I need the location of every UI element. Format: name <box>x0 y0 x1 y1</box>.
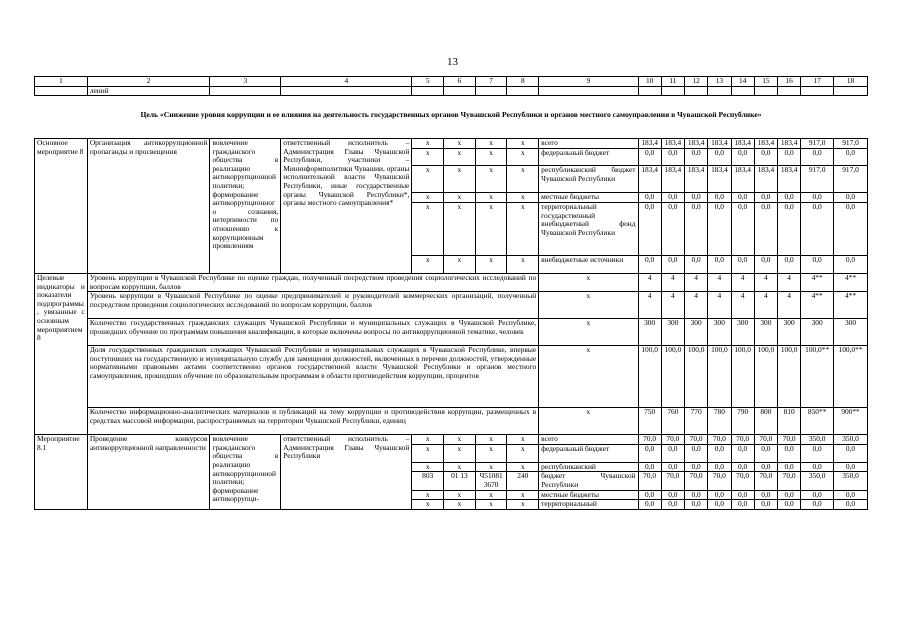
budget-code: x <box>475 500 507 510</box>
page-number: 13 <box>447 56 458 68</box>
financing-value: 183,4 <box>708 166 731 193</box>
financing-source: внебюджетные источники <box>539 256 638 274</box>
indicator-value: 4 <box>638 274 661 292</box>
column-number-18: 18 <box>834 77 868 87</box>
financing-value: 0,0 <box>708 256 731 274</box>
column-number-3: 3 <box>210 77 281 87</box>
indicator-value: 770 <box>685 408 708 435</box>
budget-code: x <box>475 193 507 203</box>
budget-code: x <box>507 193 539 203</box>
financing-value: 183,4 <box>778 139 801 149</box>
indicator-value: 100,0 <box>638 346 661 408</box>
column-number-10: 10 <box>638 77 661 87</box>
financing-value: 70,0 <box>638 435 661 445</box>
budget-code: x <box>475 490 507 500</box>
budget-code: x <box>444 166 476 193</box>
goal-title: Цель «Снижение уровня коррупции и ее влияния на деятельность государственных органов Чувашской Республики и органов местного самоуправления в Чувашской Республике» <box>140 110 762 119</box>
financing-value: 350,0 <box>834 472 868 490</box>
budget-code: x <box>475 462 507 472</box>
budget-code: 01 13 <box>444 472 476 490</box>
financing-value: 70,0 <box>685 472 708 490</box>
financing-value: 0,0 <box>778 444 801 462</box>
column-number-7: 7 <box>475 77 507 87</box>
financing-value: 0,0 <box>638 500 661 510</box>
financing-value: 350,0 <box>801 435 834 445</box>
financing-value: 70,0 <box>708 435 731 445</box>
indicator-value: 4** <box>801 292 834 319</box>
financing-value: 0,0 <box>638 256 661 274</box>
financing-value: 0,0 <box>754 256 777 274</box>
financing-value: 0,0 <box>731 256 754 274</box>
indicator-value: 300 <box>834 319 868 346</box>
financing-value: 0,0 <box>754 203 777 256</box>
financing-value: 70,0 <box>754 472 777 490</box>
financing-value: 0,0 <box>638 203 661 256</box>
financing-value: 70,0 <box>661 472 684 490</box>
financing-value: 183,4 <box>685 166 708 193</box>
financing-source: бюджет Чувашской Республики <box>539 472 638 490</box>
financing-value: 0,0 <box>801 256 834 274</box>
financing-value: 70,0 <box>731 435 754 445</box>
financing-value: 0,0 <box>801 444 834 462</box>
column-number-16: 16 <box>778 77 801 87</box>
financing-value: 70,0 <box>708 472 731 490</box>
budget-code: x <box>507 139 539 149</box>
indicator-value: 750 <box>638 408 661 435</box>
financing-value: 183,4 <box>731 166 754 193</box>
budget-code: x <box>507 500 539 510</box>
indicator-value: 4 <box>708 274 731 292</box>
indicator-mark: x <box>539 346 638 408</box>
budget-code: x <box>444 256 476 274</box>
program-table <box>34 138 868 510</box>
financing-value: 0,0 <box>834 500 868 510</box>
column-number-1: 1 <box>35 77 88 87</box>
budget-code: x <box>507 435 539 445</box>
budget-code: x <box>444 139 476 149</box>
financing-value: 0,0 <box>661 490 684 500</box>
financing-value: 0,0 <box>778 500 801 510</box>
financing-value: 183,4 <box>661 166 684 193</box>
financing-value: 70,0 <box>685 435 708 445</box>
budget-code: x <box>412 490 444 500</box>
indicator-row <box>35 408 868 435</box>
column-number-5: 5 <box>412 77 444 87</box>
budget-code: x <box>475 203 507 256</box>
header-table <box>34 76 868 96</box>
budget-code: x <box>507 166 539 193</box>
column-number-8: 8 <box>507 77 539 87</box>
financing-value: 0,0 <box>638 462 661 472</box>
financing-value: 0,0 <box>731 203 754 256</box>
financing-source: местные бюджеты <box>539 490 638 500</box>
indicator-value: 4** <box>834 292 868 319</box>
budget-code: x <box>507 256 539 274</box>
financing-value: 0,0 <box>834 193 868 203</box>
indicator-text: Количество государственных гражданских служащих Чувашской Республики и муниципальных служащих в Чувашской Республике, прошедших обучение по программам повышения квалификации, в которые включены вопросы по антикоррупционной тематике, человек <box>87 319 538 346</box>
financing-value: 0,0 <box>801 500 834 510</box>
financing-value: 0,0 <box>708 193 731 203</box>
financing-value: 0,0 <box>834 256 868 274</box>
financing-value: 0,0 <box>685 203 708 256</box>
indicators-label: Целевые индикаторы и показатели подпрограммы, увязанные с основным мероприятием 8 <box>35 274 88 435</box>
budget-code: x <box>412 166 444 193</box>
indicator-value: 300 <box>801 319 834 346</box>
financing-value: 0,0 <box>685 500 708 510</box>
financing-value: 0,0 <box>685 444 708 462</box>
financing-value: 70,0 <box>754 435 777 445</box>
financing-value: 183,4 <box>778 166 801 193</box>
column-number-2: 2 <box>87 77 210 87</box>
indicator-value: 100,0 <box>708 346 731 408</box>
financing-value: 0,0 <box>731 500 754 510</box>
budget-code: x <box>444 462 476 472</box>
financing-value: 183,4 <box>731 139 754 149</box>
column-number-15: 15 <box>754 77 777 87</box>
continuation-row <box>35 86 868 96</box>
financing-value: 0,0 <box>708 149 731 166</box>
indicator-value: 300 <box>685 319 708 346</box>
column-number-11: 11 <box>661 77 684 87</box>
financing-value: 0,0 <box>778 256 801 274</box>
financing-source: федеральный бюджет <box>539 149 638 166</box>
financing-value: 0,0 <box>708 462 731 472</box>
financing-value: 0,0 <box>685 256 708 274</box>
financing-value: 70,0 <box>661 435 684 445</box>
budget-code: x <box>444 203 476 256</box>
budget-code: x <box>475 444 507 462</box>
financing-value: 0,0 <box>685 490 708 500</box>
indicator-value: 300 <box>731 319 754 346</box>
financing-value: 0,0 <box>834 203 868 256</box>
column-number-row <box>35 77 868 87</box>
financing-value: 0,0 <box>778 462 801 472</box>
financing-value: 0,0 <box>834 149 868 166</box>
financing-value: 70,0 <box>778 435 801 445</box>
indicator-value: 300 <box>638 319 661 346</box>
financing-value: 0,0 <box>801 193 834 203</box>
indicator-value: 100,0 <box>685 346 708 408</box>
indicator-value: 4 <box>778 292 801 319</box>
budget-code: x <box>412 139 444 149</box>
financing-value: 183,4 <box>685 139 708 149</box>
indicator-mark: x <box>539 408 638 435</box>
financing-value: 0,0 <box>754 193 777 203</box>
budget-code: x <box>412 193 444 203</box>
column-number-14: 14 <box>731 77 754 87</box>
indicator-value: 100,0 <box>778 346 801 408</box>
indicator-value: 850** <box>801 408 834 435</box>
budget-code: x <box>507 490 539 500</box>
financing-value: 0,0 <box>754 149 777 166</box>
financing-value: 0,0 <box>638 149 661 166</box>
budget-code: x <box>475 166 507 193</box>
financing-value: 70,0 <box>731 472 754 490</box>
financing-value: 0,0 <box>708 500 731 510</box>
budget-code: x <box>412 500 444 510</box>
measure-goal: вовлечение гражданского общества в реализацию антикоррупционной политики; формирование антикоррупци- <box>210 435 281 510</box>
column-number-17: 17 <box>801 77 834 87</box>
financing-source: всего <box>539 139 638 149</box>
column-number-6: 6 <box>444 77 476 87</box>
budget-code: x <box>444 444 476 462</box>
financing-value: 0,0 <box>778 203 801 256</box>
indicator-row <box>35 274 868 292</box>
budget-code: x <box>444 193 476 203</box>
indicator-value: 4 <box>778 274 801 292</box>
financing-value: 183,4 <box>754 139 777 149</box>
financing-row <box>35 435 868 445</box>
budget-code: x <box>475 139 507 149</box>
financing-value: 183,4 <box>754 166 777 193</box>
financing-value: 0,0 <box>834 444 868 462</box>
indicator-value: 4** <box>834 274 868 292</box>
financing-value: 0,0 <box>754 500 777 510</box>
financing-value: 0,0 <box>731 149 754 166</box>
financing-source: местные бюджеты <box>539 193 638 203</box>
financing-value: 0,0 <box>685 149 708 166</box>
financing-value: 0,0 <box>661 256 684 274</box>
financing-source: республиканский бюджет Чувашской Республики <box>539 166 638 193</box>
financing-value: 0,0 <box>731 462 754 472</box>
financing-value: 0,0 <box>731 490 754 500</box>
budget-code: x <box>444 490 476 500</box>
budget-code: x <box>507 462 539 472</box>
financing-value: 183,4 <box>638 139 661 149</box>
indicator-value: 4 <box>685 292 708 319</box>
financing-value: 0,0 <box>661 462 684 472</box>
financing-value: 0,0 <box>731 444 754 462</box>
financing-value: 0,0 <box>801 462 834 472</box>
indicator-row <box>35 346 868 408</box>
indicator-value: 900** <box>834 408 868 435</box>
financing-value: 917,0 <box>834 166 868 193</box>
budget-code: 803 <box>412 472 444 490</box>
financing-value: 0,0 <box>661 149 684 166</box>
financing-value: 0,0 <box>638 444 661 462</box>
budget-code: x <box>507 149 539 166</box>
financing-value: 0,0 <box>801 490 834 500</box>
financing-value: 0,0 <box>638 490 661 500</box>
financing-value: 0,0 <box>801 203 834 256</box>
budget-code: x <box>444 435 476 445</box>
budget-code: x <box>507 444 539 462</box>
budget-code: x <box>412 203 444 256</box>
indicator-value: 790 <box>731 408 754 435</box>
financing-value: 0,0 <box>661 444 684 462</box>
indicator-value: 4 <box>685 274 708 292</box>
indicator-value: 800 <box>754 408 777 435</box>
budget-code: x <box>475 149 507 166</box>
financing-value: 917,0 <box>801 139 834 149</box>
indicator-value: 300 <box>661 319 684 346</box>
measure-name: Мероприятие 8.1 <box>35 435 88 510</box>
financing-value: 0,0 <box>661 193 684 203</box>
indicator-mark: x <box>539 319 638 346</box>
financing-source: территориальный <box>539 500 638 510</box>
financing-row <box>35 139 868 149</box>
column-number-13: 13 <box>708 77 731 87</box>
budget-code: 240 <box>507 472 539 490</box>
indicator-row <box>35 319 868 346</box>
budget-code: x <box>475 435 507 445</box>
financing-value: 0,0 <box>731 193 754 203</box>
indicator-value: 300 <box>708 319 731 346</box>
indicator-value: 300 <box>778 319 801 346</box>
indicator-value: 4 <box>754 274 777 292</box>
budget-code: x <box>412 444 444 462</box>
indicator-mark: x <box>539 274 638 292</box>
financing-value: 70,0 <box>778 472 801 490</box>
financing-value: 350,0 <box>834 435 868 445</box>
financing-value: 0,0 <box>685 462 708 472</box>
column-number-9: 9 <box>539 77 638 87</box>
financing-value: 0,0 <box>834 462 868 472</box>
measure-name: Основное мероприятие 8 <box>35 139 88 274</box>
financing-value: 0,0 <box>708 444 731 462</box>
financing-value: 183,4 <box>661 139 684 149</box>
indicator-mark: x <box>539 292 638 319</box>
financing-value: 0,0 <box>801 149 834 166</box>
indicator-value: 4 <box>638 292 661 319</box>
indicator-row <box>35 292 868 319</box>
indicator-text: Уровень коррупции в Чувашской Республике по оценке предпринимателей и руководителей коммерческих организаций, полученный посредством проведения социологических исследований по вопросам коррупции, баллов <box>87 292 538 319</box>
budget-code: x <box>412 256 444 274</box>
budget-code: x <box>507 203 539 256</box>
indicator-value: 4 <box>661 274 684 292</box>
indicator-value: 4 <box>708 292 731 319</box>
indicator-value: 810 <box>778 408 801 435</box>
budget-code: x <box>412 435 444 445</box>
measure-title: Проведение конкурсов антикоррупционной направленности <box>87 435 210 510</box>
budget-code: x <box>444 500 476 510</box>
financing-value: 183,4 <box>708 139 731 149</box>
indicator-value: 780 <box>708 408 731 435</box>
budget-code: x <box>444 149 476 166</box>
continuation-text: лений <box>87 86 210 96</box>
column-number-12: 12 <box>685 77 708 87</box>
financing-value: 70,0 <box>638 472 661 490</box>
financing-value: 0,0 <box>778 149 801 166</box>
financing-value: 0,0 <box>708 203 731 256</box>
budget-code: x <box>475 256 507 274</box>
indicator-value: 100,0 <box>731 346 754 408</box>
indicator-text: Доля государственных гражданских служащих Чувашской Республики и муниципальных служащих в Чувашской Республике, впервые поступивших на государственную и муниципальную службу для замещения должностей, включенных в перечни должностей, утвержденные нормативными правовыми актами соответственно органов государственной власти Чувашской Республики и органов местного самоуправления, прошедших обучение по образовательным программам в области противодействия коррупции, процентов <box>87 346 538 408</box>
financing-source: федеральный бюджет <box>539 444 638 462</box>
financing-value: 183,4 <box>638 166 661 193</box>
financing-source: всего <box>539 435 638 445</box>
budget-code: Ч51081 3670 <box>475 472 507 490</box>
financing-value: 0,0 <box>778 490 801 500</box>
indicator-value: 4 <box>754 292 777 319</box>
measure-responsible: ответственный исполнитель – Администрация Главы Чувашской Республики, участники – Мининформполитики Чувашии, органы исполнительной власти Чувашской Республики, иные государственные органы Чувашской Республики*, органы местного самоуправления* <box>281 139 412 274</box>
financing-source: территориальный государственный внебюджетный фонд Чувашской Республики <box>539 203 638 256</box>
indicator-value: 100,0** <box>801 346 834 408</box>
financing-value: 0,0 <box>638 193 661 203</box>
column-number-4: 4 <box>281 77 412 87</box>
financing-value: 0,0 <box>661 203 684 256</box>
financing-value: 0,0 <box>685 193 708 203</box>
financing-value: 0,0 <box>754 444 777 462</box>
financing-value: 0,0 <box>708 490 731 500</box>
financing-value: 917,0 <box>801 166 834 193</box>
measure-responsible: ответственный исполнитель – Администрация Главы Чувашской Республики <box>281 435 412 510</box>
indicator-text: Количество информационно-аналитических материалов и публикаций на тему коррупции и противодействия коррупции, размещенных в средствах массовой информации, распространяемых на территории Чувашской Республики, единиц <box>87 408 538 435</box>
financing-value: 350,0 <box>801 472 834 490</box>
financing-value: 917,0 <box>834 139 868 149</box>
indicator-value: 4** <box>801 274 834 292</box>
financing-value: 0,0 <box>754 490 777 500</box>
financing-value: 0,0 <box>834 490 868 500</box>
indicator-text: Уровень коррупции в Чувашской Республике по оценке граждан, полученный посредством проведения социологических исследований по вопросам коррупции, баллов <box>87 274 538 292</box>
budget-code: x <box>412 462 444 472</box>
indicator-value: 4 <box>731 274 754 292</box>
indicator-value: 4 <box>731 292 754 319</box>
financing-source: республиканский <box>539 462 638 472</box>
indicator-value: 760 <box>661 408 684 435</box>
indicator-value: 100,0** <box>834 346 868 408</box>
financing-value: 0,0 <box>778 193 801 203</box>
indicator-value: 100,0 <box>661 346 684 408</box>
indicator-value: 4 <box>661 292 684 319</box>
financing-value: 0,0 <box>754 462 777 472</box>
measure-goal: вовлечение гражданского общества в реализацию антикоррупционной политики; формирование антикоррупционного сознания, нетерпимости по отношению к коррупционным проявлениям <box>210 139 281 274</box>
indicator-value: 100,0 <box>754 346 777 408</box>
measure-title: Организация антикоррупционной пропаганды и просвещения <box>87 139 210 274</box>
budget-code: x <box>412 149 444 166</box>
financing-value: 0,0 <box>661 500 684 510</box>
indicator-value: 300 <box>754 319 777 346</box>
